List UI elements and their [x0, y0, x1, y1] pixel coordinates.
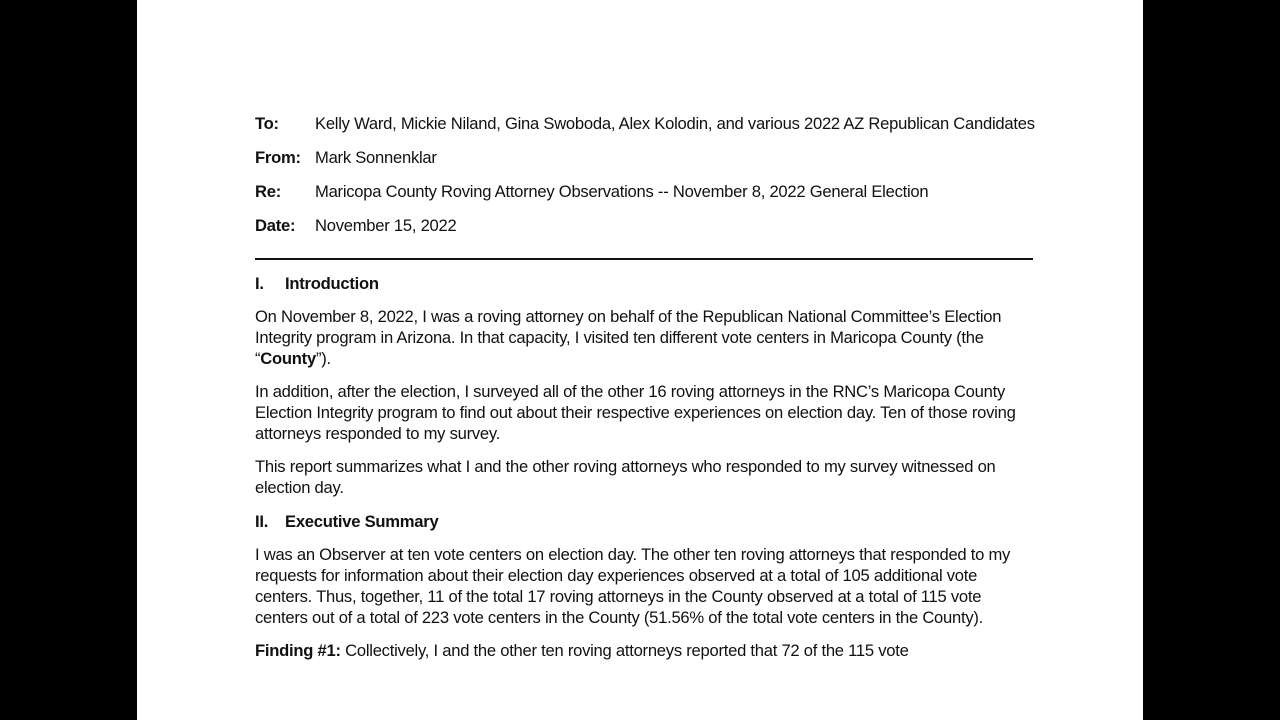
memo-from-value: Mark Sonnenklar — [315, 148, 437, 167]
intro-p1-text-a: On November 8, 2022, I was a roving attorney on behalf of the Republican National Committee’s Election Integrity program in Arizona. In that capacity, I visited ten different vote centers in Maricopa County (the “ — [255, 307, 1002, 368]
memo-date-label: Date: — [255, 216, 296, 235]
document-page — [137, 0, 1143, 720]
intro-paragraph-3: This report summarizes what I and the other roving attorneys who responded to my survey witnessed on election day. — [255, 457, 996, 497]
memo-re-value: Maricopa County Roving Attorney Observations -- November 8, 2022 General Election — [315, 182, 929, 201]
exec-summary-paragraph: I was an Observer at ten vote centers on election day. The other ten roving attorneys that responded to my requests for information about their election day experiences observed at a total of 105 additional vote centers. Thus, together, 11 of the total 17 roving attorneys in the County observed at a total of 115 vote centers out of a total of 223 vote centers in the County (51.56% of the total vote centers in the County). — [255, 545, 1011, 627]
section-heading-executive-summary — [255, 511, 1035, 532]
memo-to-value: Kelly Ward, Mickie Niland, Gina Swoboda, Alex Kolodin, and various 2022 AZ Republican Candidates — [315, 114, 1035, 133]
memo-date-value: November 15, 2022 — [315, 216, 457, 235]
section-heading-introduction — [255, 273, 1035, 294]
finding-1-paragraph — [255, 640, 1035, 661]
section-number: II. — [255, 512, 269, 531]
section-number: I. — [255, 274, 264, 293]
intro-p1-text-b: ”). — [315, 349, 331, 368]
memo-to-row — [255, 113, 1035, 134]
intro-paragraph-2: In addition, after the election, I surveyed all of the other 16 roving attorneys in the RNC’s Maricopa County Election Integrity program to find out about their respective experiences on election day. Ten of those roving attorneys responded to my survey. — [255, 382, 1016, 443]
memo-to-label: To: — [255, 114, 279, 133]
intro-p1-defined-term: County — [260, 349, 316, 368]
header-divider — [255, 258, 1033, 260]
memo-re-label: Re: — [255, 182, 281, 201]
memo-from-row — [255, 147, 1035, 168]
section-title-text: Executive Summary — [285, 512, 439, 531]
intro-paragraph-1 — [255, 306, 1035, 369]
memo-content — [255, 113, 1035, 673]
finding-1-text: Collectively, I and the other ten roving attorneys reported that 72 of the 115 vote — [340, 641, 909, 660]
memo-re-row — [255, 181, 1035, 202]
finding-1-label: Finding #1: — [255, 641, 341, 660]
memo-date-row — [255, 215, 1035, 236]
memo-from-label: From: — [255, 148, 301, 167]
section-title-text: Introduction — [285, 274, 379, 293]
